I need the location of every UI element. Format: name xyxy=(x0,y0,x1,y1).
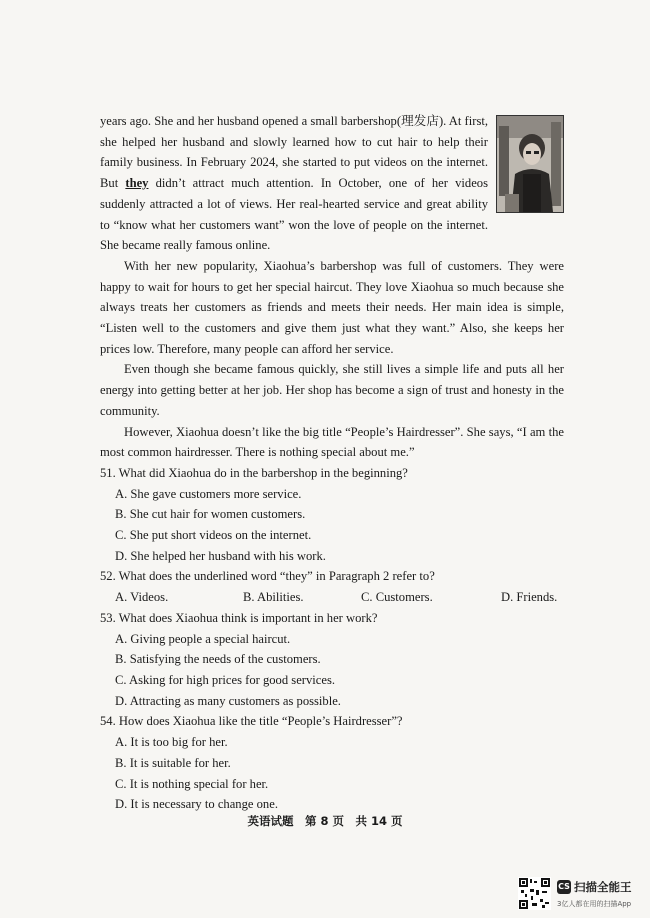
question-51 xyxy=(100,463,564,567)
question-stem: 51. What did Xiaohua do in the barbershop in the beginning? xyxy=(100,465,408,480)
question-54 xyxy=(100,711,564,815)
question-53 xyxy=(100,608,564,712)
question-52 xyxy=(100,566,564,607)
option-a: A. Videos. xyxy=(115,590,169,605)
paragraph-4: However, Xiaohua doesn’t like the big title “People’s Hairdresser”. She says, “I am the most common hairdresser. There is nothing special about me.” xyxy=(100,424,564,460)
option-b: B. Abilities. xyxy=(243,590,304,605)
paragraph-2: With her new popularity, Xiaohua’s barbershop was full of customers. They were happy to wait for hours to get her special haircut. They love Xiaohua so much because she always treats her customers as friends and meets their needs. Her main idea is simple, “Listen well to the customers and give them just what they want.” Also, she keeps her prices low. Therefore, many people can afford her service. xyxy=(100,258,564,356)
question-stem: 53. What does Xiaohua think is important in her work? xyxy=(100,610,378,625)
paragraph-1: years ago. She and her husband opened a small barbershop(理发店). At first, she helped her husband and slowly learned how to cut hair to help their family business. In February 2024, she started to put videos on the internet. But they didn’t attract much attention. In October, one of her videos suddenly attracted a lot of views. Her real-hearted service and great ability to “know what her customers want” won the love of people on the internet. She became really famous online. xyxy=(100,114,488,253)
option-c: C. Asking for high prices for good services. xyxy=(115,672,336,687)
question-stem: 54. How does Xiaohua like the title “People’s Hairdresser”? xyxy=(100,714,403,729)
option-c: C. It is nothing special for her. xyxy=(115,776,269,791)
paragraph-3: Even though she became famous quickly, she still lives a simple life and puts all her energy into getting better at her job. Her shop has become a sign of trust and honesty in the community. xyxy=(100,362,564,418)
hairdresser-photo xyxy=(496,115,564,213)
page-footer: 英语试题 第 8 页 共 14 页 xyxy=(247,814,403,828)
option-d: D. It is necessary to change one. xyxy=(115,797,278,812)
underlined-word-they: they xyxy=(125,176,149,191)
option-c: C. Customers. xyxy=(361,590,433,605)
option-a: A. She gave customers more service. xyxy=(115,486,302,501)
option-d: D. Friends. xyxy=(501,590,558,605)
option-c: C. She put short videos on the internet. xyxy=(115,528,312,543)
option-d: D. She helped her husband with his work. xyxy=(115,548,326,563)
question-stem: 52. What does the underlined word “they” in Paragraph 2 refer to? xyxy=(100,569,435,584)
option-b: B. It is suitable for her. xyxy=(115,755,231,770)
qr-code-icon xyxy=(518,877,551,910)
reading-passage xyxy=(100,111,564,815)
option-b: B. She cut hair for women customers. xyxy=(115,507,306,522)
option-b: B. Satisfying the needs of the customers. xyxy=(115,652,321,667)
option-a: A. It is too big for her. xyxy=(115,735,228,750)
option-row xyxy=(100,587,564,608)
option-a: A. Giving people a special haircut. xyxy=(115,631,291,646)
camscanner-logo-icon: CS xyxy=(557,880,571,894)
camscanner-tagline: 3亿人都在用的扫描App xyxy=(557,900,632,908)
camscanner-brand: 扫描全能王 xyxy=(574,880,632,894)
option-d: D. Attracting as many customers as possible. xyxy=(115,693,341,708)
